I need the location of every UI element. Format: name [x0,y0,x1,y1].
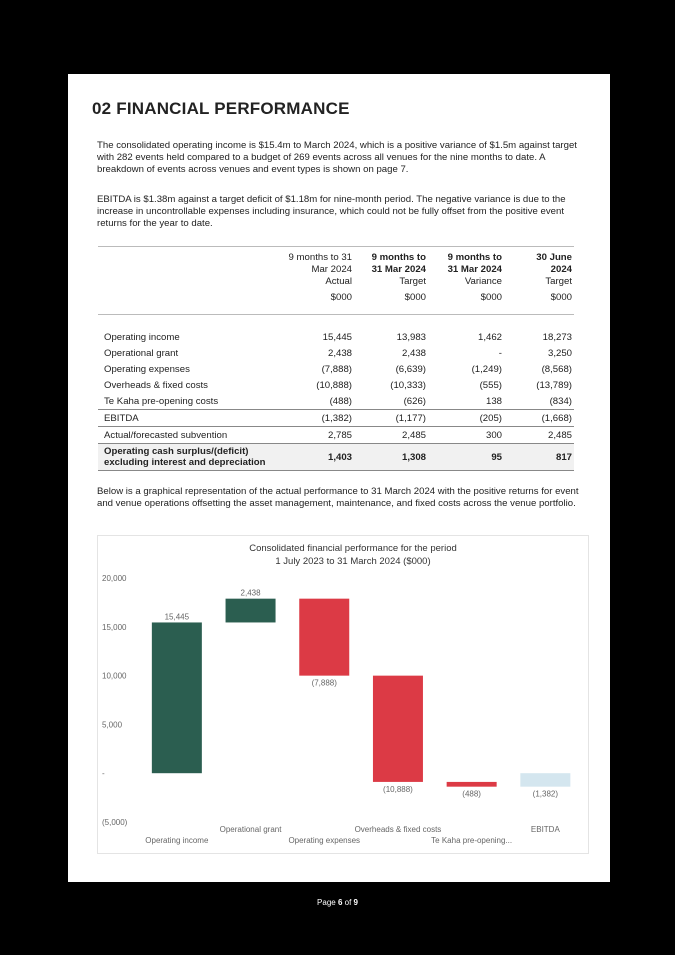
bar-value-label: (7,888) [311,678,337,688]
section-heading: 02 FINANCIAL PERFORMANCE [92,99,350,118]
bar-value-label: (1,382) [532,789,559,799]
table-row: Operating income 15,445 13,983 1,462 18,273 [104,331,572,343]
unit-label: $000 [550,292,572,303]
table-row: Actual/forecasted subvention 2,785 2,485 300 2,485 [98,427,574,444]
y-tick-label: - [102,769,105,779]
chart-bar [447,782,497,787]
x-category-label: Operational grant [219,825,282,834]
table-row: Operational grant 2,438 2,438 - 3,250 [104,347,572,359]
y-tick-label: (5,000) [102,818,128,827]
waterfall-chart [97,535,589,854]
y-tick-label: 20,000 [102,574,127,583]
chart-svg [98,536,588,853]
y-tick-label: 5,000 [102,720,123,730]
x-category-label: Operating income [145,836,209,845]
bar-value-label: (10,888) [383,784,413,794]
unit-label: $000 [404,292,426,303]
y-tick-label: 10,000 [102,671,127,681]
table-row: Overheads & fixed costs (10,888) (10,333) (555) (13,789) [104,379,572,391]
chart-bar [373,676,423,782]
document-page [68,74,610,882]
bar-value-label: 15,445 [164,612,190,622]
chart-bar [299,599,349,676]
paragraph-ebitda: EBITDA is $1.38m against a target deficit of $1.18m for nine-month period. The negative variance is due to the increase in uncontrollable expenses including insurance, which could not be fully offset from the positive event returns for the year to date. [97,194,566,230]
table-row-surplus: Operating cash surplus/(deficit) excluding interest and depreciation 1,403 1,308 95 817 [98,444,574,471]
bar-value-label: 2,438 [240,588,261,598]
x-category-label: Operating expenses [288,836,361,845]
table-row: Te Kaha pre-opening costs (488) (626) 138 (834) [104,395,572,407]
y-tick-label: 15,000 [102,622,127,632]
table-row: Operating expenses (7,888) (6,639) (1,249) (8,568) [104,363,572,375]
page-footer: Page 6 of 9 [317,898,358,907]
unit-label: $000 [480,292,502,303]
col-header-full-year: 30 June 2024 Target [536,252,572,287]
x-category-label: EBITDA [530,825,560,834]
chart-bar [226,599,276,623]
col-header-actual: 9 months to 31 Mar 2024 Actual [288,252,352,287]
col-header-target: 9 months to 31 Mar 2024 Target [371,252,426,287]
table-row-ebitda: EBITDA (1,382) (1,177) (205) (1,668) [98,410,574,427]
bar-value-label: (488) [462,789,481,799]
paragraph-income: The consolidated operating income is $15.4m to March 2024, which is a positive variance of $1.5m against target with 282 events held compared to a budget of 269 events across all venues for the nine months to date. A breakdown of events across venues and event types is shown on page 7. [97,140,577,176]
col-header-variance: 9 months to 31 Mar 2024 Variance [447,252,502,287]
unit-label: $000 [330,292,352,303]
chart-title: Consolidated financial performance for the period [249,543,457,554]
x-category-label: Overheads & fixed costs [354,825,442,834]
chart-subtitle: 1 July 2023 to 31 March 2024 ($000) [275,556,431,567]
financial-table [98,246,574,471]
chart-bar [520,773,570,786]
paragraph-chart-intro: Below is a graphical representation of the actual performance to 31 March 2024 with the positive returns for event and venue operations offsetting the asset management, maintenance, and fixed costs across the venue portfolio. [97,486,579,510]
chart-bar [152,622,202,773]
x-category-label: Te Kaha pre-opening... [431,836,513,845]
